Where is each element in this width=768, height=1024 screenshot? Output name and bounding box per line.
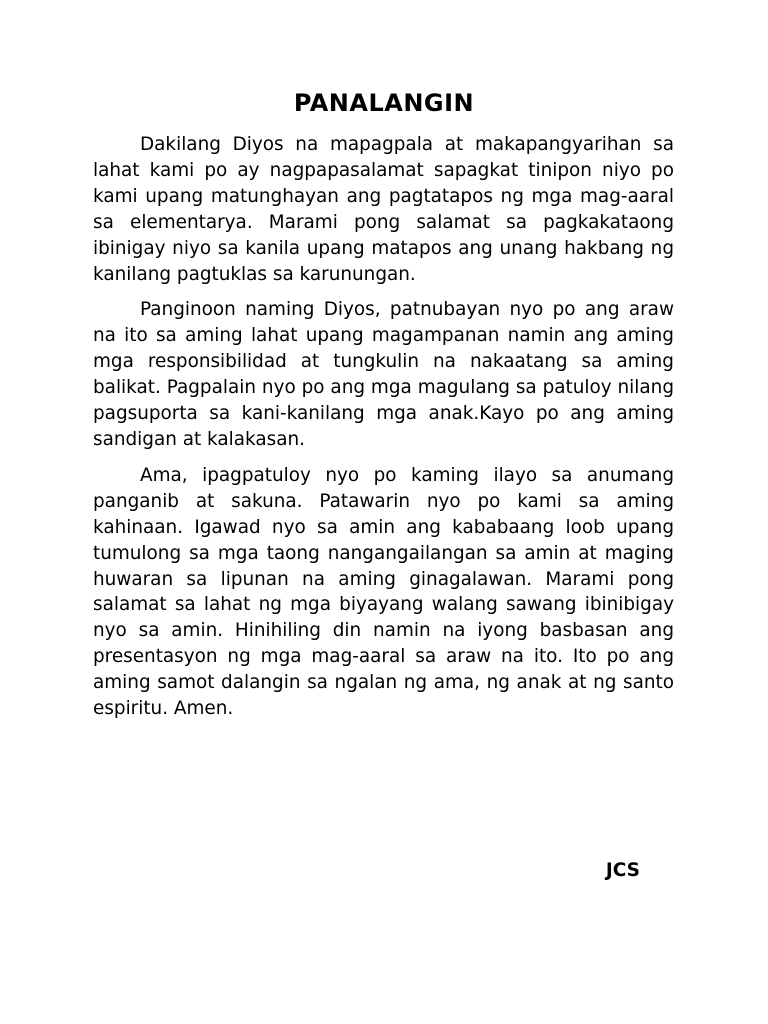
document-body xyxy=(93,132,674,732)
signature-initials: JCS xyxy=(605,860,640,881)
paragraph-1: Dakilang Diyos na mapagpala at makapangyarihan sa lahat kami po ay nagpapasalamat sapagkat tinipon niyo po kami upang matunghayan ang pagtatapos ng mga mag-aaral sa elementarya. Marami pong salamat sa pagkakataong ibinigay niyo sa kanila upang matapos ang unang hakbang ng kanilang pagtuklas sa karunungan. xyxy=(93,134,674,285)
document-title: PANALANGIN xyxy=(293,89,475,117)
paragraph-3: Ama, ipagpatuloy nyo po kaming ilayo sa anumang panganib at sakuna. Patawarin nyo po kami sa aming kahinaan. Igawad nyo sa amin ang kababaang loob upang tumulong sa mga taong nangangailangan sa amin at maging huwaran sa lipunan na aming ginagalawan. Marami pong salamat sa lahat ng mga biyayang walang sawang ibinibigay nyo sa amin. Hinihiling din namin na iyong basbasan ang presentasyon ng mga mag-aaral sa araw na ito. Ito po ang aming samot dalangin sa ngalan ng ama, ng anak at ng santo espiritu. Amen. xyxy=(93,464,674,720)
paragraph-2: Panginoon naming Diyos, patnubayan nyo po ang araw na ito sa aming lahat upang magampanan namin ang aming mga responsibilidad at tungkulin na nakaatang sa aming balikat. Pagpalain nyo po ang mga magulang sa patuloy nilang pagsuporta sa kani-kanilang mga anak.Kayo po ang aming sandigan at kalakasan. xyxy=(93,299,674,450)
